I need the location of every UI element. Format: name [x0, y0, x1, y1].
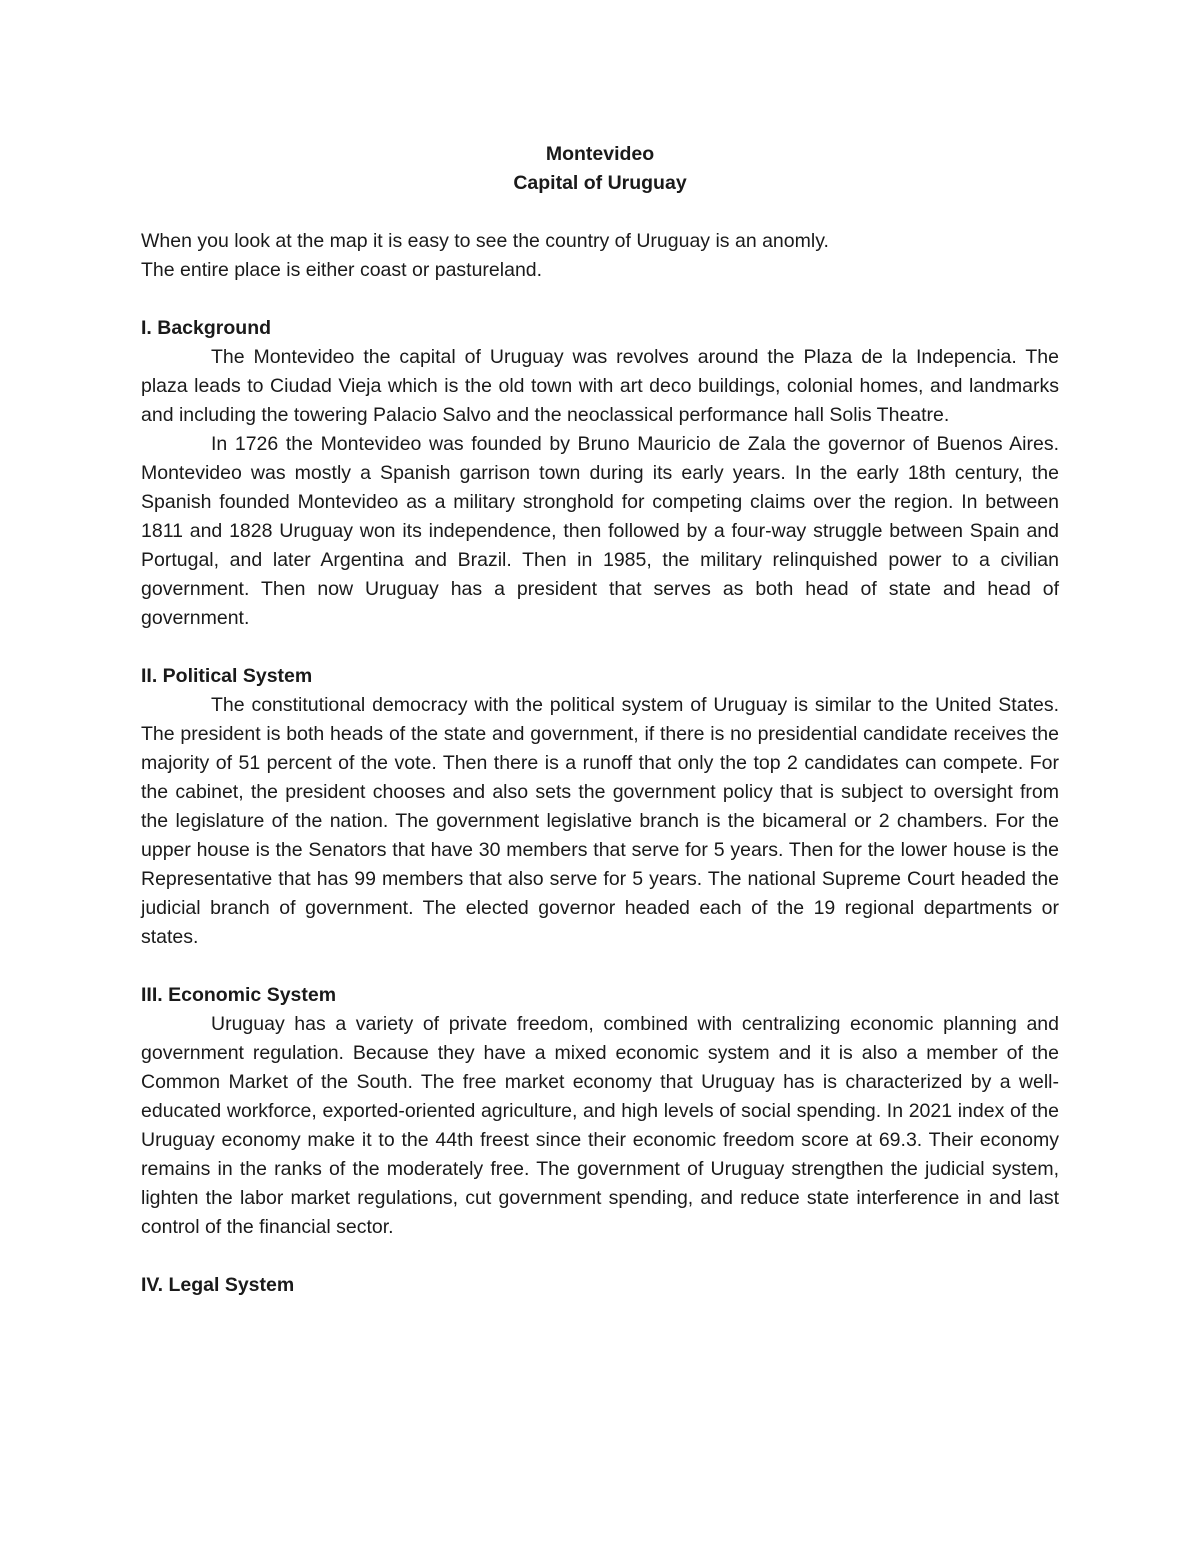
section-paragraph: Uruguay has a variety of private freedom, combined with centralizing economic planning and government regulation. Because they have a mixed economic system and it is also a member of the Common Market of the South. The free market economy that Uruguay has is characterized by a well-educated workforce, exported-oriented agriculture, and high levels of social spending. In 2021 index of the Uruguay economy make it to the 44th freest since their economic freedom score at 69.3. Their economy remains in the ranks of the moderately free. The government of Uruguay strengthen the judicial system, lighten the labor market regulations, cut government spending, and reduce state interference in and last control of the financial sector. [141, 1013, 1059, 1238]
intro-block [141, 227, 1059, 285]
section-economic-system [141, 981, 1059, 1242]
document-page [141, 140, 1059, 1300]
section-paragraph: The Montevideo the capital of Uruguay was revolves around the Plaza de la Indepencia. The plaza leads to Ciudad Vieja which is the old town with art deco buildings, colonial homes, and landmarks and including the towering Palacio Salvo and the neoclassical performance hall Solis Theatre. [141, 346, 1059, 426]
section-political-system [141, 662, 1059, 952]
document-title: Montevideo [545, 143, 655, 165]
section-legal-system [141, 1271, 1059, 1300]
section-background [141, 314, 1059, 633]
intro-line: The entire place is either coast or pastureland. [141, 259, 543, 281]
section-paragraph: In 1726 the Montevideo was founded by Bruno Mauricio de Zala the governor of Buenos Aires. Montevideo was mostly a Spanish garrison town during its early years. In the early 18th century, the Spanish founded Montevideo as a military stronghold for competing claims over the region. In between 1811 and 1828 Uruguay won its independence, then followed by a four-way struggle between Spain and Portugal, and later Argentina and Brazil. Then in 1985, the military relinquished power to a civilian government. Then now Uruguay has a president that serves as both head of state and head of government. [141, 433, 1059, 629]
section-heading: I. Background [141, 317, 272, 339]
intro-line: When you look at the map it is easy to see the country of Uruguay is an anomly. [141, 230, 829, 252]
section-heading: II. Political System [141, 665, 313, 687]
section-paragraph: The constitutional democracy with the political system of Uruguay is similar to the United States. The president is both heads of the state and government, if there is no presidential candidate receives the majority of 51 percent of the vote. Then there is a runoff that only the top 2 candidates can compete. For the cabinet, the president chooses and also sets the government policy that is subject to oversight from the legislature of the nation. The government legislative branch is the bicameral or 2 chambers. For the upper house is the Senators that have 30 members that serve for 5 years. Then for the lower house is the Representative that has 99 members that also serve for 5 years. The national Supreme Court headed the judicial branch of government. The elected governor headed each of the 19 regional departments or states. [141, 694, 1059, 948]
document-subtitle: Capital of Uruguay [513, 172, 687, 194]
section-heading: III. Economic System [141, 984, 337, 1006]
section-heading: IV. Legal System [141, 1274, 295, 1296]
